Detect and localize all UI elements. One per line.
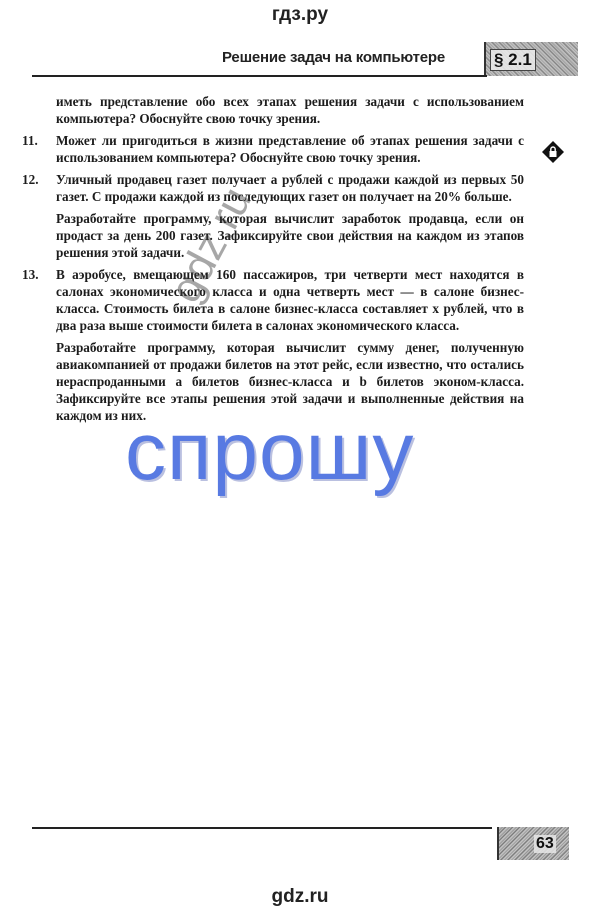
site-watermark-top: гдз.ру <box>271 4 329 25</box>
site-watermark-bottom: gdz.ru <box>271 886 329 907</box>
exercise-number: 11. <box>22 133 38 148</box>
running-header-title: Решение задач на компьютере <box>222 49 446 66</box>
exercise-text: В аэробусе, вмещающем 160 пассажиров, три четверти мест находятся в салонах экономического класса и одна четверть мест — в салоне бизнес-класса. Стоимость билета в салоне бизнес-класса составляет x рублей, что в два раза выше стоимости билета в салонах экономического класса. <box>56 267 524 333</box>
overlay-watermark: спрошу <box>125 406 415 497</box>
exercise-text: Может ли пригодиться в жизни представление об этапах решения задачи с использованием компьютера? Обоснуйте свою точку зрения. <box>56 133 524 165</box>
page-content <box>22 93 524 429</box>
page-number: 63 <box>536 835 554 852</box>
lock-icon <box>541 140 565 164</box>
exercise-number: 12. <box>22 172 39 187</box>
exercise-number: 13. <box>22 267 39 282</box>
section-badge: § 2.1 <box>490 49 536 71</box>
page-number-background <box>497 827 569 860</box>
exercise-task: Разработайте программу, которая вычислит заработок продавца, если он продаст за день 200 газет. Зафиксируйте свои действия на каждом из этапов решения этой задачи. <box>56 211 524 260</box>
continuation-paragraph: иметь представление обо всех этапах решения задачи с использованием компьютера? Обоснуйте свою точку зрения. <box>56 94 524 126</box>
diagonal-watermark: gdz.ru <box>160 179 262 311</box>
exercise-task: Разработайте программу, которая вычислит сумму денег, полученную авиакомпанией от продажи билетов на этот рейс, если известно, что остались нераспроданными a билетов бизнес-класса и b билетов эконом-класса. Зафиксируйте все этапы решения этой задачи и выполненные действия на каждом из них. <box>56 340 524 423</box>
exercise-12 <box>22 171 524 261</box>
footer-rule <box>32 827 492 829</box>
exercise-text: Уличный продавец газет получает a рублей с продажи каждой из первых 50 газет. С продажи каждой из последующих газет он получает на 20% больше. <box>56 172 524 204</box>
header-rule <box>32 75 487 77</box>
exercise-13 <box>22 266 524 424</box>
exercise-11 <box>22 132 524 166</box>
